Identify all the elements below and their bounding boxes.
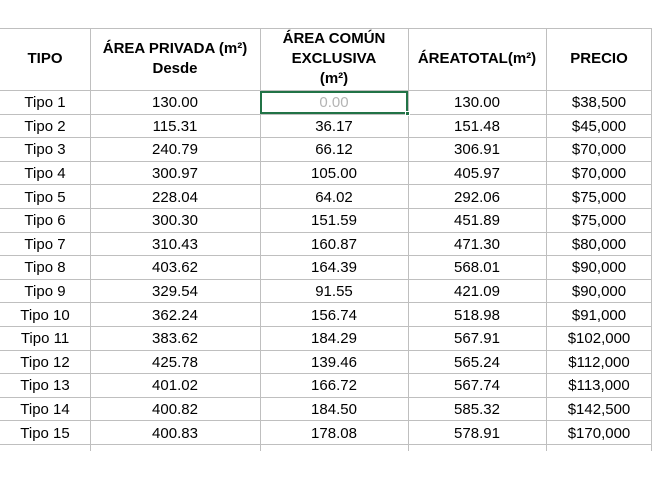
cell-area-privada[interactable]: 401.02: [152, 377, 198, 395]
cell-area-total[interactable]: 130.00: [454, 94, 500, 112]
cell-area-privada[interactable]: 130.00: [152, 94, 198, 112]
header-area-privada-line2: Desde: [152, 60, 198, 77]
cell-area-total[interactable]: 578.91: [454, 424, 500, 442]
cell-area-comun[interactable]: 166.72: [311, 377, 357, 395]
cell-tipo[interactable]: Tipo 7: [24, 235, 66, 253]
cell-area-total[interactable]: 292.06: [454, 188, 500, 206]
cell-area-privada[interactable]: 300.97: [152, 165, 198, 183]
cell-precio[interactable]: $90,000: [571, 259, 627, 277]
grid-line: [0, 326, 652, 327]
cell-area-privada[interactable]: 362.24: [152, 306, 198, 324]
cell-area-comun[interactable]: 36.17: [315, 117, 353, 135]
grid-line: [0, 28, 652, 29]
cell-area-total[interactable]: 151.48: [454, 117, 500, 135]
cell-area-privada[interactable]: 329.54: [152, 283, 198, 301]
cell-area-privada[interactable]: 310.43: [152, 235, 198, 253]
grid-line: [0, 350, 652, 351]
grid-line: [0, 420, 652, 421]
header-area-comun-line1: ÁREA COMÚN: [282, 30, 386, 47]
cell-area-total[interactable]: 471.30: [454, 235, 500, 253]
cell-precio[interactable]: $170,000: [567, 424, 631, 442]
grid-line: [0, 232, 652, 233]
cell-area-total[interactable]: 421.09: [454, 283, 500, 301]
cell-precio[interactable]: $90,000: [571, 283, 627, 301]
cell-precio[interactable]: $80,000: [571, 235, 627, 253]
grid-line: [408, 28, 409, 451]
header-precio-label: PRECIO: [570, 50, 628, 67]
cell-precio[interactable]: $70,000: [571, 165, 627, 183]
cell-area-comun[interactable]: 64.02: [315, 188, 353, 206]
cell-area-comun[interactable]: 91.55: [315, 283, 353, 301]
active-cell-selection[interactable]: [260, 91, 408, 114]
cell-area-comun[interactable]: 0.00: [319, 94, 349, 112]
cell-precio[interactable]: $75,000: [571, 212, 627, 230]
cell-tipo[interactable]: Tipo 8: [24, 259, 66, 277]
cell-area-total[interactable]: 585.32: [454, 401, 500, 419]
cell-area-total[interactable]: 451.89: [454, 212, 500, 230]
grid-line: [0, 208, 652, 209]
grid-line: [0, 255, 652, 256]
header-area-comun-line2: EXCLUSIVA: [291, 50, 377, 67]
cell-area-privada[interactable]: 300.30: [152, 212, 198, 230]
cell-area-privada[interactable]: 228.04: [152, 188, 198, 206]
grid-line: [0, 444, 652, 445]
cell-area-privada[interactable]: 400.83: [152, 424, 198, 442]
cell-precio[interactable]: $91,000: [571, 306, 627, 324]
header-tipo[interactable]: [0, 28, 90, 90]
cell-tipo[interactable]: Tipo 11: [20, 330, 70, 348]
cell-area-privada[interactable]: 240.79: [152, 141, 198, 159]
grid-line: [0, 114, 652, 115]
cell-tipo[interactable]: Tipo 12: [20, 353, 70, 371]
cell-precio[interactable]: $75,000: [571, 188, 627, 206]
cell-precio[interactable]: $70,000: [571, 141, 627, 159]
cell-area-total[interactable]: 567.91: [454, 330, 500, 348]
grid-line: [0, 279, 652, 280]
grid-line: [0, 302, 652, 303]
cell-tipo[interactable]: Tipo 9: [24, 283, 66, 301]
cell-precio[interactable]: $38,500: [571, 94, 627, 112]
cell-area-comun[interactable]: 105.00: [311, 165, 357, 183]
cell-area-total[interactable]: 567.74: [454, 377, 500, 395]
cell-area-comun[interactable]: 184.50: [311, 401, 357, 419]
cell-tipo[interactable]: Tipo 13: [20, 377, 70, 395]
cell-precio[interactable]: $113,000: [568, 377, 630, 395]
cell-precio[interactable]: $102,000: [567, 330, 631, 348]
cell-area-privada[interactable]: 383.62: [152, 330, 198, 348]
header-area-privada-line1: ÁREA PRIVADA (m²): [102, 40, 248, 57]
cell-tipo[interactable]: Tipo 10: [20, 306, 70, 324]
grid-line: [0, 184, 652, 185]
cell-tipo[interactable]: Tipo 4: [24, 165, 66, 183]
cell-area-comun[interactable]: 164.39: [311, 259, 357, 277]
header-area-comun[interactable]: [260, 28, 408, 90]
grid-line: [0, 161, 652, 162]
grid-line: [0, 137, 652, 138]
header-tipo-label: TIPO: [27, 50, 63, 67]
header-precio[interactable]: [546, 28, 652, 90]
cell-area-privada[interactable]: 425.78: [152, 353, 198, 371]
header-area-total[interactable]: [408, 28, 546, 90]
cell-area-total[interactable]: 568.01: [454, 259, 500, 277]
grid-line: [0, 397, 652, 398]
cell-area-comun[interactable]: 151.59: [311, 212, 357, 230]
cell-area-comun[interactable]: 66.12: [315, 141, 353, 159]
cell-tipo[interactable]: Tipo 6: [24, 212, 66, 230]
cell-area-privada[interactable]: 403.62: [152, 259, 198, 277]
cell-precio[interactable]: $142,500: [567, 401, 631, 419]
cell-tipo[interactable]: Tipo 14: [20, 401, 70, 419]
grid-line: [0, 373, 652, 374]
fill-handle[interactable]: [405, 111, 410, 116]
cell-precio[interactable]: $45,000: [571, 117, 627, 135]
header-area-privada[interactable]: [90, 28, 260, 90]
cell-area-total[interactable]: 306.91: [454, 141, 500, 159]
cell-tipo[interactable]: Tipo 2: [24, 117, 66, 135]
cell-tipo[interactable]: Tipo 15: [20, 424, 70, 442]
cell-tipo[interactable]: Tipo 1: [24, 94, 66, 112]
grid-line: [90, 28, 91, 451]
header-area-comun-line3: (m²): [319, 70, 349, 87]
cell-area-comun[interactable]: 156.74: [311, 306, 357, 324]
cell-area-privada[interactable]: 400.82: [152, 401, 198, 419]
cell-area-comun[interactable]: 139.46: [311, 353, 357, 371]
grid-line: [546, 28, 547, 451]
cell-area-total[interactable]: 518.98: [454, 306, 500, 324]
cell-precio[interactable]: $112,000: [568, 353, 630, 371]
cell-tipo[interactable]: Tipo 3: [24, 141, 66, 159]
cell-area-comun[interactable]: 184.29: [311, 330, 357, 348]
header-area-total-label: ÁREATOTAL(m²): [417, 50, 537, 67]
cell-area-comun[interactable]: 178.08: [311, 424, 357, 442]
cell-area-total[interactable]: 565.24: [454, 353, 500, 371]
cell-area-comun[interactable]: 160.87: [311, 235, 357, 253]
cell-area-total[interactable]: 405.97: [454, 165, 500, 183]
cell-area-privada[interactable]: 115.31: [152, 117, 198, 135]
cell-tipo[interactable]: Tipo 5: [24, 188, 66, 206]
